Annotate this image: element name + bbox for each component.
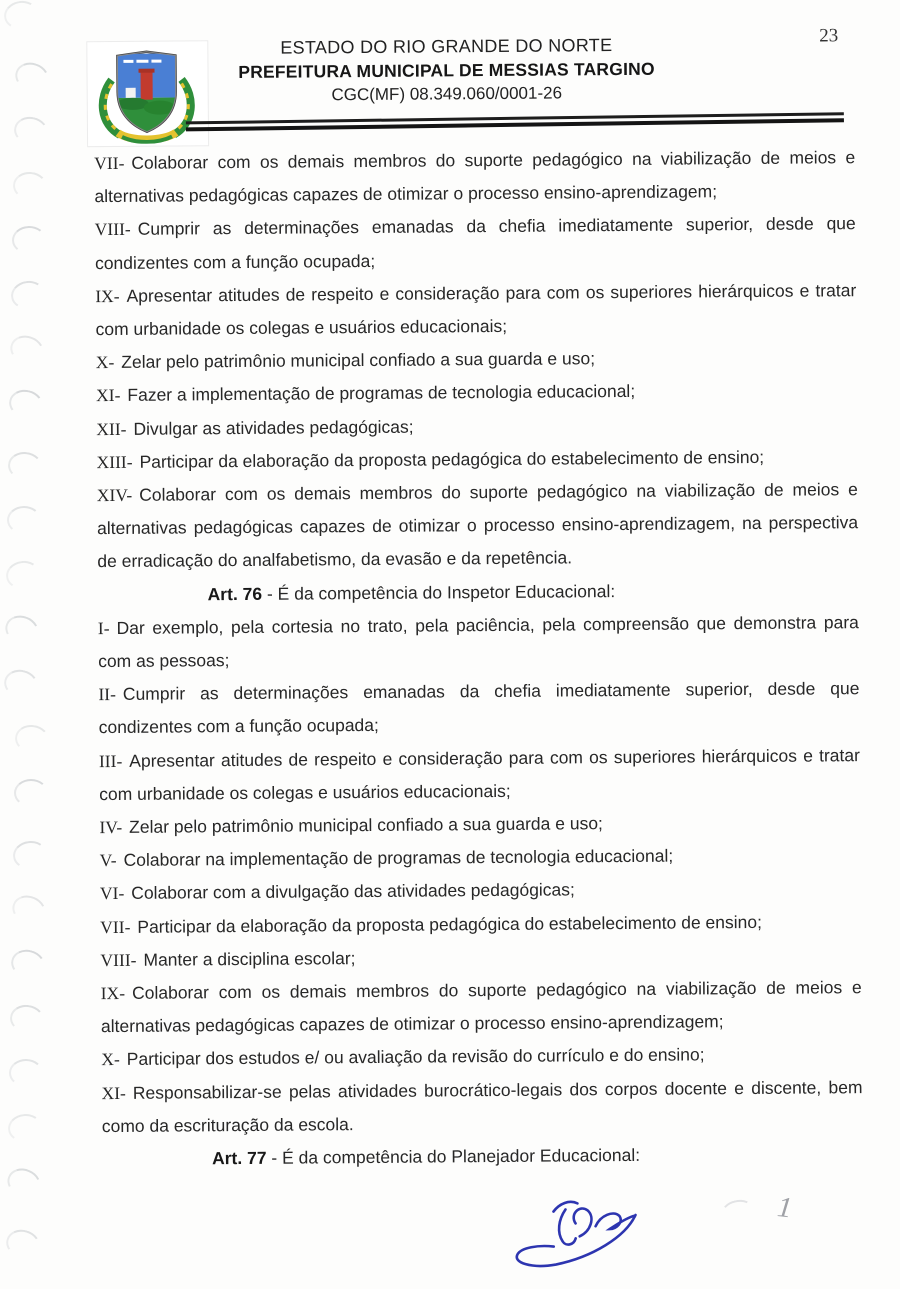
item-text: Manter a disciplina escolar; xyxy=(143,947,356,970)
article-77-heading xyxy=(102,1137,863,1176)
list-item xyxy=(100,905,861,944)
item-text: Cumprir as determinações emanadas da chefia imediatamente superior, desde que condizentes com a função ocupada; xyxy=(98,678,860,738)
list-item xyxy=(98,672,859,744)
duties-list-1 xyxy=(94,141,858,579)
item-text: Participar da elaboração da proposta pedagógica do estabelecimento de ensino; xyxy=(137,911,763,937)
article-text: - É da competência do Inspetor Educacional: xyxy=(262,580,616,604)
state-name: ESTADO DO RIO GRANDE DO NORTE xyxy=(280,35,613,58)
item-numeral: XII- xyxy=(96,418,127,439)
item-numeral: IX- xyxy=(100,982,126,1004)
item-text: Apresentar atitudes de respeito e consideração para com os superiores hierárquicos e tratar com urbanidade os colegas e usuários educacionais; xyxy=(95,279,857,340)
item-text: Colaborar com os demais membros do suporte pedagógico na viabilização de meios e alternativas pedagógicas capazes de otimizar o processo ensino-aprendizagem, na perspectiva de erradicação do analfabetismo, da evasão e da repetência. xyxy=(97,479,859,572)
list-item xyxy=(101,971,862,1043)
letterhead xyxy=(116,32,777,109)
item-text: Cumprir as determinações emanadas da chefia imediatamente superior, desde que condizentes com a função ocupada; xyxy=(94,213,856,273)
municipality-name: PREFEITURA MUNICIPAL DE MESSIAS TARGINO xyxy=(238,58,655,83)
article-label: Art. 77 xyxy=(211,1147,267,1169)
item-numeral: X- xyxy=(101,1049,120,1070)
item-numeral: I- xyxy=(97,617,110,638)
item-numeral: V- xyxy=(99,850,117,871)
list-item xyxy=(95,208,856,280)
duties-list-2 xyxy=(98,606,863,1143)
item-numeral: XI- xyxy=(95,385,121,406)
item-text: Participar dos estudos e/ ou avaliação da revisão do currículo e do ensino; xyxy=(126,1044,705,1070)
item-text: Apresentar atitudes de respeito e consideração para com os superiores hierárquicos e tratar com urbanidade os colegas e usuários educacionais; xyxy=(99,744,860,804)
item-numeral: VII- xyxy=(94,152,125,174)
item-text: Divulgar as atividades pedagógicas; xyxy=(133,416,414,439)
list-item xyxy=(101,1071,862,1143)
item-text: Responsabilizar-se pelas atividades burocrático-legais dos corpos docente e discente, bem como da escrituração da escola. xyxy=(101,1076,863,1136)
list-item xyxy=(98,606,859,678)
document-body xyxy=(94,141,863,1176)
header-rule xyxy=(186,112,844,131)
item-numeral: VIII- xyxy=(100,949,137,970)
cgc-number: CGC(MF) 08.349.060/0001-26 xyxy=(331,83,563,105)
item-numeral: VII- xyxy=(100,916,131,937)
item-text: Colaborar com os demais membros do suporte pedagógico na viabilização de meios e alternativas pedagógicas capazes de otimizar o processo ensino-aprendizagem; xyxy=(94,147,856,207)
list-item xyxy=(95,274,856,346)
list-item xyxy=(94,141,855,213)
item-text: Zelar pelo patrimônio municipal confiado a sua guarda e uso; xyxy=(129,813,603,837)
pencil-smudge xyxy=(719,1197,755,1225)
signature-scribble-icon xyxy=(503,1185,654,1281)
item-text: Colaborar com a divulgação das atividades pedagógicas; xyxy=(131,879,575,904)
item-numeral: XI- xyxy=(101,1082,126,1103)
article-text: - É da competência do Planejador Educacional: xyxy=(266,1144,641,1168)
item-text: Participar da elaboração da proposta pedagógica do estabelecimento de ensino; xyxy=(139,446,765,472)
page-number: 23 xyxy=(819,25,839,47)
item-text: Fazer a implementação de programas de tecnologia educacional; xyxy=(127,381,636,406)
item-numeral: VI- xyxy=(99,883,125,904)
item-text: Dar exemplo, pela cortesia no trato, pela paciência, pela compreensão que demonstra para com as pessoas; xyxy=(98,611,859,672)
list-item xyxy=(97,473,859,579)
item-numeral: XIII- xyxy=(96,451,133,472)
article-label: Art. 76 xyxy=(207,583,263,604)
list-item xyxy=(99,739,860,811)
item-numeral: X- xyxy=(95,352,115,373)
item-numeral: XIV- xyxy=(96,484,133,506)
item-numeral: IX- xyxy=(95,285,120,306)
item-text: Zelar pelo patrimônio municipal confiado a sua guarda e uso; xyxy=(121,348,596,373)
item-numeral: III- xyxy=(98,750,123,771)
item-numeral: VIII- xyxy=(94,219,131,240)
item-numeral: IV- xyxy=(99,817,123,838)
pencil-page-mark: 1 xyxy=(775,1191,794,1225)
item-text: Colaborar com os demais membros do suporte pedagógico na viabilização de meios e alternativas pedagógicas capazes de otimizar o processo ensino-aprendizagem; xyxy=(100,977,862,1037)
item-numeral: II- xyxy=(98,684,116,705)
item-text: Colaborar na implementação de programas de tecnologia educacional; xyxy=(123,845,674,871)
